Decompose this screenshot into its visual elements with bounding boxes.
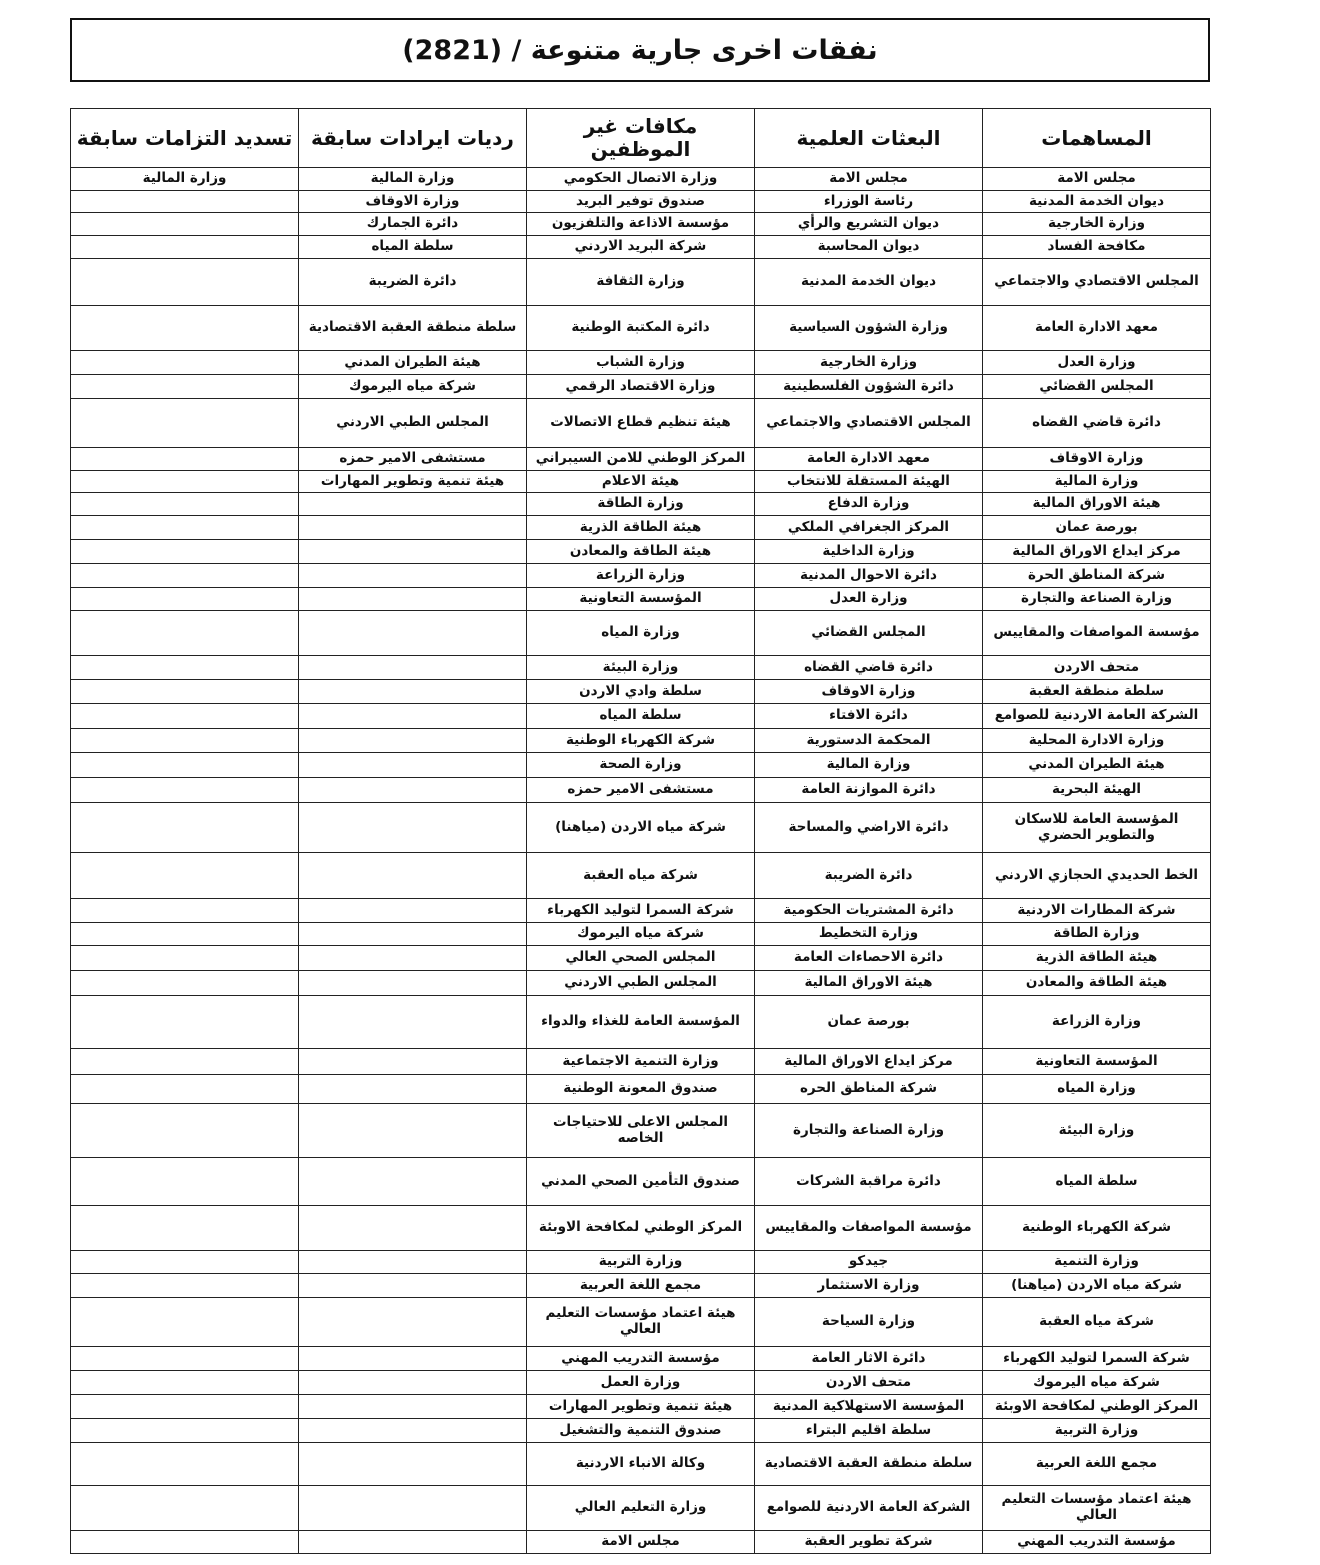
- table-cell: سلطة منطقة العقبة الاقتصادية: [299, 306, 527, 351]
- table-cell: وزارة الزراعة: [527, 564, 755, 588]
- table-cell: [299, 996, 527, 1049]
- table-row: [71, 1347, 1211, 1371]
- table-cell: المركز الجغرافي الملكي: [755, 516, 983, 540]
- table-row: [71, 729, 1211, 753]
- table-cell: [299, 1075, 527, 1104]
- table-cell: [299, 729, 527, 753]
- table-row: [71, 471, 1211, 493]
- table-cell: هيئة الاوراق المالية: [983, 493, 1211, 516]
- table-row: [71, 704, 1211, 729]
- table-cell: المؤسسة العامة للاسكان والتطوير الحضري: [983, 803, 1211, 853]
- table-cell: وزارة العدل: [755, 588, 983, 611]
- table-cell: سلطة المياه: [983, 1158, 1211, 1206]
- table-cell: شركة مياه الاردن (مياهنا): [983, 1274, 1211, 1298]
- table-cell: وزارة المياه: [527, 611, 755, 656]
- table-cell: سلطة المياه: [527, 704, 755, 729]
- table-cell: [71, 656, 299, 680]
- table-row: [71, 996, 1211, 1049]
- table-cell: [299, 1443, 527, 1486]
- header-previous-revenue-refunds: رديات ايرادات سابقة: [299, 109, 527, 168]
- table-cell: شركة الكهرباء الوطنية: [527, 729, 755, 753]
- table-cell: وزارة الدفاع: [755, 493, 983, 516]
- table-cell: ديوان الخدمة المدنية: [755, 259, 983, 306]
- table-cell: مؤسسة المواصفات والمقاييس: [983, 611, 1211, 656]
- table-cell: هيئة الطاقة والمعادن: [527, 540, 755, 564]
- table-cell: [299, 611, 527, 656]
- table-cell: معهد الادارة العامة: [755, 448, 983, 471]
- table-cell: المركز الوطني لمكافحة الاوبئة: [983, 1395, 1211, 1419]
- table-cell: مركز ايداع الاوراق المالية: [755, 1049, 983, 1075]
- table-cell: المجلس الاعلى للاحتياجات الخاصه: [527, 1104, 755, 1158]
- table-cell: هيئة الطاقة والمعادن: [983, 971, 1211, 996]
- table-cell: مجمع اللغة العربية: [983, 1443, 1211, 1486]
- table-row: [71, 493, 1211, 516]
- table-cell: [71, 564, 299, 588]
- table-cell: وزارة الزراعة: [983, 996, 1211, 1049]
- table-cell: وزارة التربية: [983, 1419, 1211, 1443]
- table-cell: المؤسسة الاستهلاكية المدنية: [755, 1395, 983, 1419]
- table-row: [71, 168, 1211, 191]
- table-cell: وزارة الطاقة: [983, 923, 1211, 946]
- table-cell: المجلس الاقتصادي والاجتماعي: [755, 399, 983, 448]
- table-cell: وزارة الاستثمار: [755, 1274, 983, 1298]
- table-cell: [299, 1206, 527, 1251]
- table-cell: [71, 259, 299, 306]
- table-cell: [71, 680, 299, 704]
- table-cell: [299, 656, 527, 680]
- table-cell: شركة السمرا لتوليد الكهرباء: [983, 1347, 1211, 1371]
- table-cell: [71, 516, 299, 540]
- table-cell: [71, 351, 299, 375]
- table-cell: مجلس الامة: [527, 1531, 755, 1554]
- table-cell: [71, 1371, 299, 1395]
- table-row: [71, 564, 1211, 588]
- table-cell: وزارة الخارجية: [983, 213, 1211, 236]
- table-cell: [71, 1104, 299, 1158]
- table-row: [71, 803, 1211, 853]
- table-cell: الخط الحديدي الحجازي الاردني: [983, 853, 1211, 899]
- table-cell: [71, 899, 299, 923]
- table-cell: [71, 236, 299, 259]
- table-cell: [71, 588, 299, 611]
- table-cell: [299, 540, 527, 564]
- table-row: [71, 680, 1211, 704]
- table-cell: [71, 213, 299, 236]
- table-row: [71, 259, 1211, 306]
- table-cell: هيئة تنظيم قطاع الاتصالات: [527, 399, 755, 448]
- table-cell: [71, 375, 299, 399]
- table-cell: دائرة الاراضي والمساحة: [755, 803, 983, 853]
- table-cell: هيئة الاوراق المالية: [755, 971, 983, 996]
- table-cell: مؤسسة التدريب المهني: [527, 1347, 755, 1371]
- table-cell: مجلس الامة: [755, 168, 983, 191]
- table-cell: المجلس القضائي: [983, 375, 1211, 399]
- table-cell: هيئة الطيران المدني: [983, 753, 1211, 778]
- table-cell: [71, 996, 299, 1049]
- table-row: [71, 236, 1211, 259]
- table-cell: دائرة قاضي القضاه: [755, 656, 983, 680]
- table-cell: [71, 1158, 299, 1206]
- table-cell: مستشفى الامير حمزه: [527, 778, 755, 803]
- table-cell: [71, 1298, 299, 1347]
- table-cell: مؤسسة التدريب المهني: [983, 1531, 1211, 1554]
- table-row: [71, 351, 1211, 375]
- table-cell: هيئة الطيران المدني: [299, 351, 527, 375]
- table-cell: [299, 1371, 527, 1395]
- table-cell: وزارة الاقتصاد الرقمي: [527, 375, 755, 399]
- table-cell: وزارة الشؤون السياسية: [755, 306, 983, 351]
- table-body: [71, 168, 1211, 1554]
- table-cell: وزارة التنمية الاجتماعية: [527, 1049, 755, 1075]
- table-cell: مستشفى الامير حمزه: [299, 448, 527, 471]
- table-cell: شركة مياه الاردن (مياهنا): [527, 803, 755, 853]
- table-cell: ديوان المحاسبة: [755, 236, 983, 259]
- table-cell: جيدكو: [755, 1251, 983, 1274]
- table-cell: [299, 853, 527, 899]
- table-row: [71, 448, 1211, 471]
- table-cell: [71, 448, 299, 471]
- table-row: [71, 778, 1211, 803]
- table-cell: رئاسة الوزراء: [755, 191, 983, 213]
- table-cell: [299, 923, 527, 946]
- table-cell: دائرة المكتبة الوطنية: [527, 306, 755, 351]
- header-scientific-missions: البعثات العلمية: [755, 109, 983, 168]
- table-cell: وزارة البيئة: [527, 656, 755, 680]
- table-cell: مؤسسة الاذاعة والتلفزيون: [527, 213, 755, 236]
- table-cell: [71, 1347, 299, 1371]
- table-cell: [71, 971, 299, 996]
- table-cell: وزارة الاتصال الحكومي: [527, 168, 755, 191]
- table-cell: وزارة المالية: [299, 168, 527, 191]
- table-cell: مجلس الامة: [983, 168, 1211, 191]
- header-previous-obligations-payment: تسديد التزامات سابقة: [71, 109, 299, 168]
- table-cell: وزارة الاوقاف: [983, 448, 1211, 471]
- table-cell: وزارة التخطيط: [755, 923, 983, 946]
- table-cell: [71, 1274, 299, 1298]
- table-cell: دائرة قاضي القضاه: [983, 399, 1211, 448]
- table-cell: [299, 588, 527, 611]
- table-cell: [71, 306, 299, 351]
- table-cell: وزارة الصناعة والتجارة: [983, 588, 1211, 611]
- table-cell: وزارة التربية: [527, 1251, 755, 1274]
- table-cell: [299, 1049, 527, 1075]
- table-cell: وزارة المياه: [983, 1075, 1211, 1104]
- table-cell: وزارة العدل: [983, 351, 1211, 375]
- table-cell: شركة مياه اليرموك: [983, 1371, 1211, 1395]
- table-cell: وزارة الادارة المحلية: [983, 729, 1211, 753]
- table-row: [71, 1104, 1211, 1158]
- table-cell: [299, 1158, 527, 1206]
- table-cell: [71, 1206, 299, 1251]
- table-cell: [299, 516, 527, 540]
- table-cell: هيئة تنمية وتطوير المهارات: [299, 471, 527, 493]
- document-title-box: [70, 18, 1210, 82]
- header-non-employee-rewards: مكافات غير الموظفين: [527, 109, 755, 168]
- table-cell: دائرة المشتريات الحكومية: [755, 899, 983, 923]
- table-cell: [71, 923, 299, 946]
- table-cell: وزارة العمل: [527, 1371, 755, 1395]
- table-cell: دائرة الاحوال المدنية: [755, 564, 983, 588]
- table-row: [71, 656, 1211, 680]
- table-row: [71, 1531, 1211, 1554]
- table-cell: وزارة الاوقاف: [755, 680, 983, 704]
- table-cell: متحف الاردن: [755, 1371, 983, 1395]
- table-cell: المجلس القضائي: [755, 611, 983, 656]
- table-row: [71, 853, 1211, 899]
- table-cell: مكافحة الفساد: [983, 236, 1211, 259]
- table-row: [71, 1075, 1211, 1104]
- table-cell: شركة البريد الاردني: [527, 236, 755, 259]
- table-cell: المؤسسة التعاونية: [527, 588, 755, 611]
- table-cell: الشركة العامة الاردنية للصوامع: [983, 704, 1211, 729]
- table-cell: وزارة البيئة: [983, 1104, 1211, 1158]
- table-row: [71, 1443, 1211, 1486]
- table-cell: وزارة المالية: [71, 168, 299, 191]
- table-cell: وزارة السياحة: [755, 1298, 983, 1347]
- table-cell: [299, 946, 527, 971]
- table-row: [71, 191, 1211, 213]
- table-cell: مجمع اللغة العربية: [527, 1274, 755, 1298]
- table-cell: [71, 778, 299, 803]
- table-cell: [71, 493, 299, 516]
- table-row: [71, 1395, 1211, 1419]
- table-cell: صندوق التأمين الصحي المدني: [527, 1158, 755, 1206]
- table-cell: [71, 1531, 299, 1554]
- table-row: [71, 611, 1211, 656]
- table-cell: [71, 753, 299, 778]
- table-cell: هيئة اعتماد مؤسسات التعليم العالي: [527, 1298, 755, 1347]
- table-row: [71, 923, 1211, 946]
- table-cell: شركة المناطق الحرة: [983, 564, 1211, 588]
- table-cell: صندوق التنمية والتشغيل: [527, 1419, 755, 1443]
- expenses-table: [70, 108, 1211, 1554]
- table-cell: شركة المناطق الحره: [755, 1075, 983, 1104]
- table-cell: [71, 729, 299, 753]
- table-cell: سلطة وادي الاردن: [527, 680, 755, 704]
- table-cell: [71, 1049, 299, 1075]
- table-cell: المجلس الطبي الاردني: [299, 399, 527, 448]
- table-cell: صندوق توفير البريد: [527, 191, 755, 213]
- document-title: نفقات اخرى جارية متنوعة / (2821): [402, 34, 878, 66]
- table-cell: بورصة عمان: [755, 996, 983, 1049]
- table-cell: [71, 1486, 299, 1531]
- header-contributions: المساهمات: [983, 109, 1211, 168]
- table-cell: [71, 1395, 299, 1419]
- table-cell: وزارة الطاقة: [527, 493, 755, 516]
- table-cell: هيئة الطاقة الذرية: [527, 516, 755, 540]
- table-header-row: [71, 109, 1211, 168]
- table-cell: [299, 778, 527, 803]
- table-cell: معهد الادارة العامة: [983, 306, 1211, 351]
- table-row: [71, 516, 1211, 540]
- table-cell: صندوق المعونة الوطنية: [527, 1075, 755, 1104]
- table-cell: [299, 753, 527, 778]
- table-cell: [71, 1075, 299, 1104]
- table-cell: [71, 399, 299, 448]
- table-cell: دائرة الاثار العامة: [755, 1347, 983, 1371]
- table-cell: [299, 680, 527, 704]
- table-row: [71, 1486, 1211, 1531]
- table-row: [71, 946, 1211, 971]
- table-row: [71, 1206, 1211, 1251]
- table-cell: هيئة الاعلام: [527, 471, 755, 493]
- table-row: [71, 375, 1211, 399]
- table-cell: المؤسسة العامة للغذاء والدواء: [527, 996, 755, 1049]
- table-cell: [71, 191, 299, 213]
- table-cell: دائرة الضريبة: [755, 853, 983, 899]
- table-cell: شركة مياه اليرموك: [299, 375, 527, 399]
- table-cell: وزارة الثقافة: [527, 259, 755, 306]
- table-cell: المؤسسة التعاونية: [983, 1049, 1211, 1075]
- table-row: [71, 399, 1211, 448]
- table-cell: [299, 1419, 527, 1443]
- table-row: [71, 753, 1211, 778]
- table-cell: شركة الكهرباء الوطنية: [983, 1206, 1211, 1251]
- table-cell: شركة مياه اليرموك: [527, 923, 755, 946]
- table-cell: [299, 1104, 527, 1158]
- table-cell: وزارة الداخلية: [755, 540, 983, 564]
- table-row: [71, 1274, 1211, 1298]
- table-cell: [71, 611, 299, 656]
- table-cell: بورصة عمان: [983, 516, 1211, 540]
- table-cell: [71, 1443, 299, 1486]
- table-cell: وزارة المالية: [755, 753, 983, 778]
- table-row: [71, 971, 1211, 996]
- table-row: [71, 1158, 1211, 1206]
- table-cell: [299, 1347, 527, 1371]
- table-cell: هيئة تنمية وتطوير المهارات: [527, 1395, 755, 1419]
- table-cell: [299, 1251, 527, 1274]
- table-cell: المجلس الطبي الاردني: [527, 971, 755, 996]
- table-cell: شركة السمرا لتوليد الكهرباء: [527, 899, 755, 923]
- table-cell: [299, 803, 527, 853]
- table-cell: المحكمة الدستورية: [755, 729, 983, 753]
- table-cell: متحف الاردن: [983, 656, 1211, 680]
- table-cell: دائرة الاحصاءات العامة: [755, 946, 983, 971]
- table-cell: [299, 1395, 527, 1419]
- table-cell: دائرة الموازنة العامة: [755, 778, 983, 803]
- table-cell: [71, 540, 299, 564]
- table-cell: [299, 704, 527, 729]
- table-row: [71, 588, 1211, 611]
- table-cell: دائرة الشؤون الفلسطينية: [755, 375, 983, 399]
- table-cell: هيئة اعتماد مؤسسات التعليم العالي: [983, 1486, 1211, 1531]
- table-cell: شركة تطوير العقبة: [755, 1531, 983, 1554]
- table-cell: وزارة الخارجية: [755, 351, 983, 375]
- table-cell: الهيئة المستقلة للانتخاب: [755, 471, 983, 493]
- table-cell: المجلس الاقتصادي والاجتماعي: [983, 259, 1211, 306]
- table-cell: [71, 1419, 299, 1443]
- table-cell: وزارة الصناعة والتجارة: [755, 1104, 983, 1158]
- table-cell: مؤسسة المواصفات والمقاييس: [755, 1206, 983, 1251]
- table-cell: [299, 899, 527, 923]
- table-cell: [299, 1274, 527, 1298]
- table-cell: ديوان الخدمة المدنية: [983, 191, 1211, 213]
- table-cell: [71, 803, 299, 853]
- table-cell: [71, 471, 299, 493]
- table-cell: دائرة مراقبة الشركات: [755, 1158, 983, 1206]
- table-cell: دائرة الافتاء: [755, 704, 983, 729]
- table-cell: وزارة التنمية: [983, 1251, 1211, 1274]
- table-cell: [71, 853, 299, 899]
- table-cell: وزارة الصحة: [527, 753, 755, 778]
- table-cell: المركز الوطني لمكافحة الاوبئة: [527, 1206, 755, 1251]
- table-row: [71, 306, 1211, 351]
- table-cell: [299, 564, 527, 588]
- table-cell: [299, 1486, 527, 1531]
- table-cell: [299, 971, 527, 996]
- table-cell: سلطة اقليم البتراء: [755, 1419, 983, 1443]
- table-cell: سلطة المياه: [299, 236, 527, 259]
- table-cell: مركز ايداع الاوراق المالية: [983, 540, 1211, 564]
- table-row: [71, 1298, 1211, 1347]
- table-row: [71, 1371, 1211, 1395]
- table-cell: [299, 1531, 527, 1554]
- table-cell: شركة مياه العقبة: [527, 853, 755, 899]
- table-cell: [71, 704, 299, 729]
- table-row: [71, 213, 1211, 236]
- table-cell: المركز الوطني للامن السيبراني: [527, 448, 755, 471]
- table-cell: سلطة منطقة العقبة: [983, 680, 1211, 704]
- table-cell: سلطة منطقة العقبة الاقتصادية: [755, 1443, 983, 1486]
- table-row: [71, 540, 1211, 564]
- table-row: [71, 899, 1211, 923]
- table-cell: [71, 1251, 299, 1274]
- table-cell: شركة مياه العقبة: [983, 1298, 1211, 1347]
- table-cell: وزارة المالية: [983, 471, 1211, 493]
- table-cell: هيئة الطاقة الذرية: [983, 946, 1211, 971]
- table-cell: وكالة الانباء الاردنية: [527, 1443, 755, 1486]
- table-cell: وزارة التعليم العالي: [527, 1486, 755, 1531]
- table-row: [71, 1049, 1211, 1075]
- table-cell: الشركة العامة الاردنية للصوامع: [755, 1486, 983, 1531]
- table-cell: الهيئة البحرية: [983, 778, 1211, 803]
- table-cell: [299, 493, 527, 516]
- table-cell: [71, 946, 299, 971]
- table-cell: شركة المطارات الاردنية: [983, 899, 1211, 923]
- table-cell: [299, 1298, 527, 1347]
- table-row: [71, 1251, 1211, 1274]
- table-cell: دائرة الجمارك: [299, 213, 527, 236]
- table-cell: وزارة الشباب: [527, 351, 755, 375]
- table-cell: وزارة الاوقاف: [299, 191, 527, 213]
- table-cell: المجلس الصحي العالي: [527, 946, 755, 971]
- table-cell: ديوان التشريع والرأي: [755, 213, 983, 236]
- table-row: [71, 1419, 1211, 1443]
- table-cell: دائرة الضريبة: [299, 259, 527, 306]
